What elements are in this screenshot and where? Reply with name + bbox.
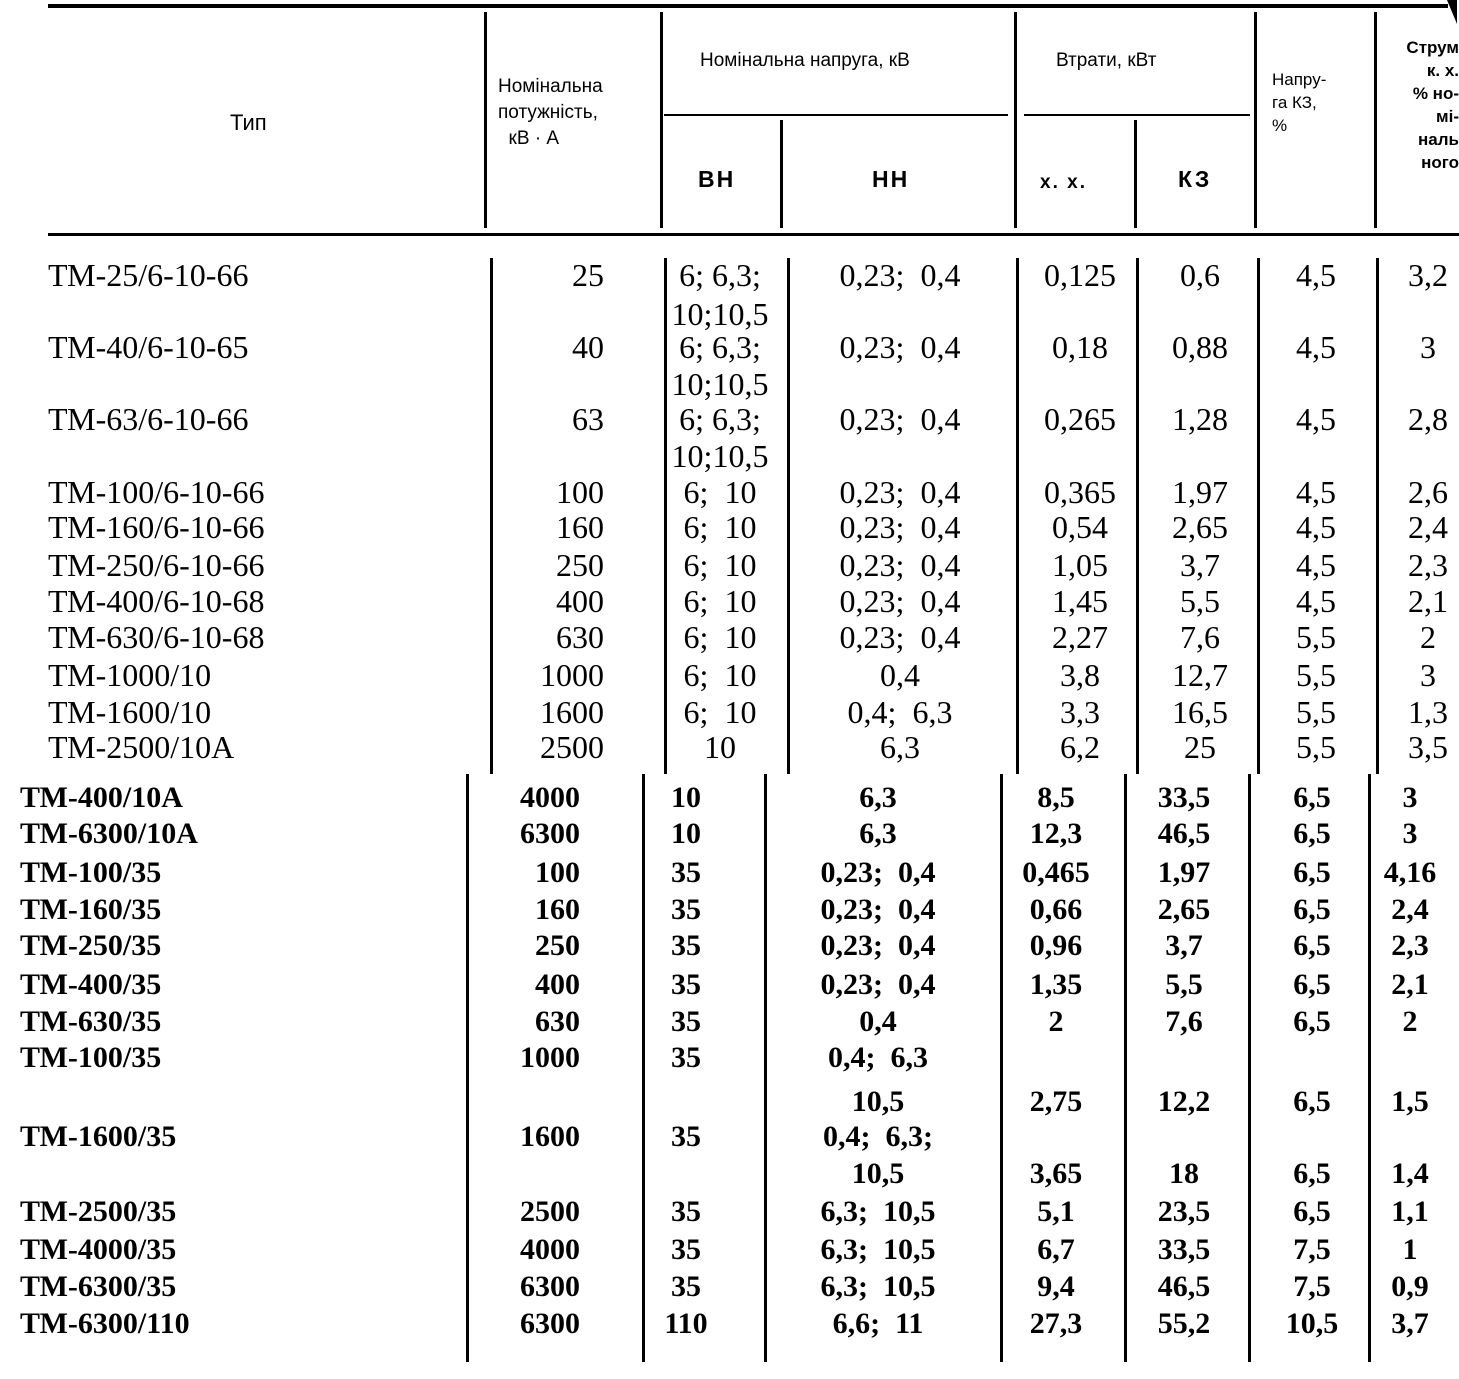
header-rule (48, 233, 1459, 236)
cell-io: 2 (1402, 1005, 1418, 1038)
cell-uk: 6,5 (1293, 968, 1331, 1001)
cell-kz: 2,65 (1172, 509, 1228, 545)
cell-nn: 0,23; 0,4 (820, 968, 936, 1001)
cell-nn: 0,4 (859, 1005, 897, 1038)
cell-xx: 5,1 (1037, 1195, 1075, 1228)
column-divider (764, 774, 767, 1362)
cell-nn: 0,23; 0,4 (839, 619, 961, 655)
header-divider (1014, 12, 1017, 228)
cell-uk: 10,5 (1285, 1307, 1339, 1340)
cell-power: 1000 (520, 1041, 580, 1074)
cell-io: 1,4 (1391, 1157, 1429, 1190)
cell-uk: 6,5 (1293, 929, 1331, 962)
cell-power: 4000 (520, 781, 580, 814)
top-rule (48, 4, 1448, 8)
cell-vn: 6; 10 (683, 509, 757, 545)
cell-vn: 35 (671, 1233, 701, 1266)
cell-power: 630 (535, 1005, 580, 1038)
cell-vn: 35 (671, 1041, 701, 1074)
cell-power: 100 (535, 856, 580, 889)
cell-xx: 3,8 (1060, 657, 1100, 693)
cell-kz: 23,5 (1157, 1195, 1211, 1228)
column-divider (466, 774, 469, 1362)
cell-vn: 110 (664, 1307, 708, 1340)
column-divider (664, 258, 667, 774)
cell-power: 2500 (540, 729, 604, 765)
cell-vn: 35 (671, 929, 701, 962)
cell-type: ТМ-630/35 (20, 1005, 162, 1038)
cell-io: 1,3 (1408, 694, 1448, 730)
voltage-underline (664, 114, 1008, 116)
cell-vn: 35 (671, 1270, 701, 1303)
cell-type: ТМ-1000/10 (48, 657, 212, 693)
column-divider (490, 258, 493, 774)
cell-xx: 0,365 (1044, 474, 1116, 510)
cell-uk: 4,5 (1296, 509, 1336, 545)
cell-power: 4000 (520, 1233, 580, 1266)
column-divider (1257, 258, 1260, 774)
cell-vn: 35 (671, 1120, 701, 1153)
column-divider (1136, 258, 1139, 774)
cell-vn: 10;10,5 (671, 366, 769, 402)
cell-kz: 7,6 (1165, 1005, 1203, 1038)
cell-xx: 0,18 (1052, 329, 1108, 365)
cell-type: ТМ-630/6-10-68 (48, 619, 265, 655)
cell-power: 250 (535, 929, 580, 962)
cell-uk: 4,5 (1296, 401, 1336, 437)
cell-nn: 6,3; 10,5 (820, 1233, 936, 1266)
column-divider (642, 774, 645, 1362)
cell-xx: 0,66 (1029, 893, 1083, 926)
cell-vn: 35 (671, 1005, 701, 1038)
cell-nn: 0,23; 0,4 (839, 329, 961, 365)
cell-power: 400 (556, 583, 604, 619)
column-divider (1376, 258, 1379, 774)
cell-xx: 27,3 (1029, 1307, 1083, 1340)
header-power: Номінальна потужність, кВ · А (498, 76, 603, 149)
cell-nn: 6,3 (859, 817, 897, 850)
cell-uk: 6,5 (1293, 781, 1331, 814)
cell-power: 63 (572, 401, 604, 437)
cell-xx: 1,35 (1029, 968, 1083, 1001)
cell-power: 400 (535, 968, 580, 1001)
cell-vn: 10;10,5 (671, 438, 769, 474)
cell-kz: 7,6 (1180, 619, 1220, 655)
cell-uk: 5,5 (1296, 694, 1336, 730)
cell-xx: 3,3 (1060, 694, 1100, 730)
cell-power: 160 (556, 509, 604, 545)
cell-vn: 35 (671, 968, 701, 1001)
cell-nn: 0,4; 6,3 (847, 694, 953, 730)
cell-io: 3 (1420, 329, 1436, 365)
cell-vn: 35 (671, 1195, 701, 1228)
cell-nn: 0,23; 0,4 (839, 583, 961, 619)
cell-vn: 6; 10 (683, 474, 757, 510)
cell-io: 3,7 (1391, 1307, 1429, 1340)
losses-underline (1024, 114, 1250, 116)
cell-nn: 10,5 (851, 1085, 905, 1118)
cell-io: 1,1 (1391, 1195, 1429, 1228)
cell-xx: 1,45 (1052, 583, 1108, 619)
cell-io: 3 (1402, 781, 1418, 814)
cell-power: 630 (556, 619, 604, 655)
cell-type: ТМ-4000/35 (20, 1233, 177, 1266)
cell-xx: 6,7 (1037, 1233, 1075, 1266)
cell-vn: 10 (671, 781, 701, 814)
cell-uk: 6,5 (1293, 1195, 1331, 1228)
header-divider (484, 12, 487, 228)
header-divider (1374, 12, 1377, 228)
cell-vn: 35 (671, 893, 701, 926)
cell-type: ТМ-100/6-10-66 (48, 474, 265, 510)
cell-power: 250 (556, 547, 604, 583)
cell-type: ТМ-400/6-10-68 (48, 583, 265, 619)
cell-type: ТМ-160/35 (20, 893, 162, 926)
column-divider (1016, 258, 1019, 774)
cell-xx: 2,27 (1052, 619, 1108, 655)
column-divider (1124, 774, 1127, 1362)
cell-io: 3,2 (1408, 257, 1448, 293)
cell-kz: 16,5 (1172, 694, 1228, 730)
cell-nn: 6,6; 11 (832, 1307, 924, 1340)
cell-nn: 0,23; 0,4 (820, 893, 936, 926)
cell-kz: 55,2 (1157, 1307, 1211, 1340)
cell-io: 3 (1402, 817, 1418, 850)
header-divider (1254, 12, 1257, 228)
header-kz: КЗ (1178, 166, 1212, 192)
cell-type: ТМ-6300/35 (20, 1270, 177, 1303)
cell-vn: 10;10,5 (671, 296, 769, 332)
cell-io: 2 (1420, 619, 1436, 655)
cell-uk: 7,5 (1293, 1233, 1331, 1266)
cell-vn: 6; 10 (683, 657, 757, 693)
cell-power: 6300 (520, 1307, 580, 1340)
cell-kz: 18 (1169, 1157, 1199, 1190)
column-divider (1000, 774, 1003, 1362)
cell-uk: 6,5 (1293, 1005, 1331, 1038)
cell-vn: 6; 10 (683, 694, 757, 730)
cell-uk: 5,5 (1296, 657, 1336, 693)
cell-io: 2,3 (1391, 929, 1429, 962)
cell-io: 2,3 (1408, 547, 1448, 583)
cell-io: 1 (1402, 1233, 1418, 1266)
cell-kz: 3,7 (1180, 547, 1220, 583)
cell-uk: 4,5 (1296, 474, 1336, 510)
cell-uk: 6,5 (1293, 1085, 1331, 1118)
header-nn: НН (872, 166, 910, 192)
cell-io: 0,9 (1391, 1270, 1429, 1303)
column-divider (787, 258, 790, 774)
cell-power: 40 (572, 329, 604, 365)
cell-type: ТМ-1600/35 (20, 1120, 177, 1153)
cell-kz: 0,6 (1180, 257, 1220, 293)
cell-kz: 33,5 (1157, 1233, 1211, 1266)
cell-vn: 10 (671, 817, 701, 850)
cell-nn: 6,3 (859, 781, 897, 814)
cell-type: ТМ-63/6-10-66 (48, 401, 249, 437)
header-divider (660, 12, 663, 228)
cell-power: 1000 (540, 657, 604, 693)
column-divider (1248, 774, 1251, 1362)
cell-vn: 6; 10 (683, 619, 757, 655)
cell-nn: 6,3; 10,5 (820, 1270, 936, 1303)
cell-uk: 6,5 (1293, 893, 1331, 926)
cell-vn: 6; 10 (683, 547, 757, 583)
cell-xx: 0,125 (1044, 257, 1116, 293)
cell-xx: 8,5 (1037, 781, 1075, 814)
cell-type: ТМ-250/35 (20, 929, 162, 962)
cell-uk: 4,5 (1296, 257, 1336, 293)
cell-uk: 4,5 (1296, 583, 1336, 619)
cell-xx: 0,54 (1052, 509, 1108, 545)
cell-nn: 0,23; 0,4 (839, 401, 961, 437)
cell-io: 2,1 (1408, 583, 1448, 619)
cell-power: 1600 (520, 1120, 580, 1153)
header-vn: ВН (698, 166, 736, 192)
cell-nn: 0,23; 0,4 (820, 856, 936, 889)
cell-vn: 6; 6,3; (679, 329, 761, 365)
cell-power: 160 (535, 893, 580, 926)
cell-uk: 4,5 (1296, 547, 1336, 583)
cell-power: 6300 (520, 1270, 580, 1303)
cell-nn: 0,23; 0,4 (839, 509, 961, 545)
cell-kz: 5,5 (1165, 968, 1203, 1001)
cell-nn: 0,4; 6,3 (828, 1041, 928, 1074)
cell-kz: 1,97 (1157, 856, 1211, 889)
cell-xx: 9,4 (1037, 1270, 1075, 1303)
cell-power: 1600 (540, 694, 604, 730)
cell-nn: 6,3; 10,5 (820, 1195, 936, 1228)
cell-kz: 3,7 (1165, 929, 1203, 962)
cell-nn: 6,3 (880, 729, 920, 765)
cell-uk: 6,5 (1293, 817, 1331, 850)
cell-type: ТМ-2500/10А (48, 729, 235, 765)
cell-io: 4,16 (1383, 856, 1437, 889)
cell-uk: 7,5 (1293, 1270, 1331, 1303)
cell-kz: 33,5 (1157, 781, 1211, 814)
cell-uk: 4,5 (1296, 329, 1336, 365)
header-voltage: Номінальна напруга, кВ (700, 50, 910, 71)
header-xx: х. х. (1040, 172, 1087, 193)
cell-type: ТМ-100/35 (20, 856, 162, 889)
cell-io: 3 (1420, 657, 1436, 693)
cell-vn: 6; 6,3; (679, 257, 761, 293)
cell-type: ТМ-6300/10А (20, 817, 198, 850)
cell-uk: 5,5 (1296, 619, 1336, 655)
cell-xx: 2 (1048, 1005, 1064, 1038)
cell-kz: 25 (1184, 729, 1216, 765)
header-losses: Втрати, кВт (1056, 50, 1157, 71)
cell-type: ТМ-2500/35 (20, 1195, 177, 1228)
cell-kz: 1,28 (1172, 401, 1228, 437)
column-divider (1368, 774, 1371, 1362)
cell-power: 100 (556, 474, 604, 510)
cell-nn: 0,4 (880, 657, 920, 693)
cell-type: ТМ-1600/10 (48, 694, 212, 730)
cell-type: ТМ-250/6-10-66 (48, 547, 265, 583)
cell-type: ТМ-100/35 (20, 1041, 162, 1074)
cell-io: 2,1 (1391, 968, 1429, 1001)
header-sc-voltage: Напру- га КЗ, % (1272, 70, 1327, 135)
cell-kz: 1,97 (1172, 474, 1228, 510)
header-divider (780, 120, 783, 228)
cell-kz: 5,5 (1180, 583, 1220, 619)
cell-type: ТМ-160/6-10-66 (48, 509, 265, 545)
cell-io: 1,5 (1391, 1085, 1429, 1118)
header-divider (1134, 120, 1137, 228)
cell-io: 2,4 (1408, 509, 1448, 545)
cell-type: ТМ-6300/110 (20, 1307, 190, 1340)
cell-xx: 12,3 (1029, 817, 1083, 850)
cell-io: 2,6 (1408, 474, 1448, 510)
cell-kz: 12,7 (1172, 657, 1228, 693)
cell-xx: 3,65 (1029, 1157, 1083, 1190)
cell-nn: 0,23; 0,4 (839, 474, 961, 510)
cell-nn: 10,5 (851, 1157, 905, 1190)
cell-xx: 0,96 (1029, 929, 1083, 962)
cell-io: 2,8 (1408, 401, 1448, 437)
cell-xx: 1,05 (1052, 547, 1108, 583)
cell-type: ТМ-40/6-10-65 (48, 329, 249, 365)
cell-kz: 46,5 (1157, 1270, 1211, 1303)
cell-xx: 2,75 (1029, 1085, 1083, 1118)
cell-vn: 6; 6,3; (679, 401, 761, 437)
cell-nn: 0,23; 0,4 (839, 257, 961, 293)
cell-type: ТМ-25/6-10-66 (48, 257, 249, 293)
cell-kz: 12,2 (1157, 1085, 1211, 1118)
cell-xx: 6,2 (1060, 729, 1100, 765)
cell-vn: 6; 10 (683, 583, 757, 619)
cell-power: 6300 (520, 817, 580, 850)
cell-kz: 2,65 (1157, 893, 1211, 926)
header-current: Струм к. х. % но- мі- наль ного (1406, 38, 1459, 172)
cell-vn: 10 (704, 729, 736, 765)
cell-io: 3,5 (1408, 729, 1448, 765)
cell-xx: 0,465 (1022, 856, 1090, 889)
cell-xx: 0,265 (1044, 401, 1116, 437)
cell-uk: 6,5 (1293, 856, 1331, 889)
cell-nn: 0,23; 0,4 (820, 929, 936, 962)
cell-power: 2500 (520, 1195, 580, 1228)
corner-mark (1447, 0, 1457, 24)
cell-kz: 0,88 (1172, 329, 1228, 365)
cell-uk: 5,5 (1296, 729, 1336, 765)
cell-type: ТМ-400/35 (20, 968, 162, 1001)
cell-io: 2,4 (1391, 893, 1429, 926)
cell-uk: 6,5 (1293, 1157, 1331, 1190)
cell-nn: 0,4; 6,3; (823, 1120, 933, 1153)
cell-kz: 46,5 (1157, 817, 1211, 850)
cell-vn: 35 (671, 856, 701, 889)
cell-nn: 0,23; 0,4 (839, 547, 961, 583)
cell-power: 25 (572, 257, 604, 293)
cell-type: ТМ-400/10А (20, 781, 183, 814)
header-type: Тип (230, 110, 267, 135)
